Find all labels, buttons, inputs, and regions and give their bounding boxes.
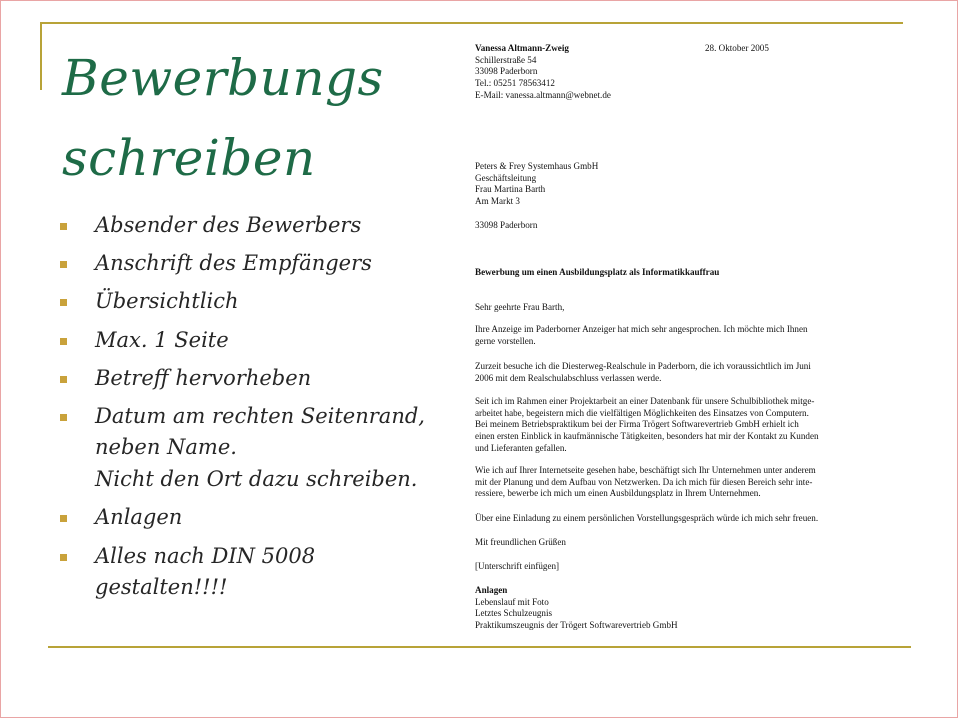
- bullet-item: [58, 248, 448, 279]
- bullet-list: [58, 210, 448, 610]
- bullet-text: Max. 1 Seite: [95, 327, 229, 352]
- letter-paragraph-4: [475, 465, 816, 500]
- bullet-item: [58, 325, 448, 356]
- letter-subject: Bewerbung um einen Ausbildungsplatz als Informatikkauffrau: [475, 267, 720, 277]
- slide-title: [62, 38, 422, 198]
- letter-line: ressiere, bewerbe ich mich um einen Ausbildungsplatz in Ihrem Unternehmen.: [475, 488, 761, 499]
- bullet-text: Datum am rechten Seitenrand, neben Name.: [95, 403, 425, 459]
- recipient-person: Frau Martina Barth: [475, 184, 546, 195]
- letter-line: Bei meinem Betriebspraktikum bei der Firma Trögert Softwarevertrieb GmbH erhielt ich: [475, 419, 799, 430]
- bullet-note: [58, 464, 448, 495]
- letter-line: gerne vorstellen.: [475, 335, 536, 346]
- square-bullet-icon: [60, 414, 67, 421]
- square-bullet-icon: [60, 376, 67, 383]
- slide-title-line-2: schreiben: [62, 129, 316, 187]
- square-bullet-icon: [60, 554, 67, 561]
- letter-paragraph-5: Über eine Einladung zu einem persönlichen Vorstellungsgespräch würde ich mich sehr freuen.: [475, 513, 819, 523]
- top-divider: [40, 22, 903, 24]
- slide-title-line-1: Bewerbungs: [62, 49, 384, 107]
- letter-line: und Lieferanten gefallen.: [475, 442, 567, 453]
- square-bullet-icon: [60, 338, 67, 345]
- letter-paragraph-3: [475, 396, 819, 455]
- letter-line: einen ersten Einblick in kaufmännische Tätigkeiten, besonders hat mir der Kontakt zu Kunden: [475, 431, 819, 442]
- recipient-department: Geschäftsleitung: [475, 172, 537, 183]
- letter-line: Wie ich auf Ihrer Internetseite gesehen habe, beschäftigt sich Ihr Unternehmen unter anderem: [475, 465, 816, 475]
- bullet-item: [58, 401, 448, 463]
- bottom-divider: [48, 646, 911, 648]
- sender-email: E-Mail: vanessa.altmann@webnet.de: [475, 89, 611, 100]
- attachment-item: Praktikumszeugnis der Trögert Softwarevertrieb GmbH: [475, 620, 678, 631]
- letter-line: Ihre Anzeige im Paderborner Anzeiger hat mich sehr angesprochen. Ich möchte mich Ihnen: [475, 324, 808, 334]
- bullet-text: Anlagen: [95, 505, 183, 530]
- letter-salutation: Sehr geehrte Frau Barth,: [475, 302, 565, 312]
- left-divider: [40, 22, 42, 90]
- sender-block: [475, 43, 611, 102]
- sender-phone: Tel.: 05251 78563412: [475, 78, 555, 89]
- square-bullet-icon: [60, 223, 67, 230]
- attachments-block: [475, 585, 678, 632]
- bullet-text: Anschrift des Empfängers: [95, 251, 372, 276]
- attachment-item: Letztes Schulzeugnis: [475, 608, 553, 619]
- attachments-title: Anlagen: [475, 585, 508, 595]
- attachment-item: Lebenslauf mit Foto: [475, 596, 549, 607]
- letter-line: arbeitet habe, begeistern mich die vielfältigen Möglichkeiten des Einsatzes von Computern.: [475, 407, 809, 418]
- letter-date: 28. Oktober 2005: [705, 43, 769, 53]
- sender-city: 33098 Paderborn: [475, 66, 538, 77]
- bullet-item: [58, 286, 448, 317]
- letter-paragraph-1: [475, 324, 808, 347]
- letter-line: Zurzeit besuche ich die Diesterweg-Realschule in Paderborn, die ich voraussichtlich im Juni: [475, 361, 811, 371]
- bullet-text: Betreff hervorheben: [95, 365, 312, 390]
- recipient-block: [475, 161, 598, 208]
- sender-name: Vanessa Altmann-Zweig: [475, 43, 569, 53]
- bullet-item: [58, 541, 448, 603]
- square-bullet-icon: [60, 261, 67, 268]
- letter-line: Seit ich im Rahmen einer Projektarbeit an einer Datenbank für unsere Schulbibliothek mitge-: [475, 396, 815, 406]
- recipient-street: Am Markt 3: [475, 196, 520, 207]
- letter-line: 2006 mit dem Realschulabschluss verlassen werde.: [475, 372, 662, 383]
- bullet-item: [58, 363, 448, 394]
- bullet-item: [58, 210, 448, 241]
- bullet-note-text: Nicht den Ort dazu schreiben.: [95, 467, 418, 492]
- sender-street: Schillerstraße 54: [475, 54, 537, 65]
- bullet-text: Übersichtlich: [95, 289, 239, 314]
- letter-signature: [Unterschrift einfügen]: [475, 561, 560, 571]
- square-bullet-icon: [60, 299, 67, 306]
- letter-closing: Mit freundlichen Grüßen: [475, 537, 566, 547]
- letter-line: mit der Planung und dem Aufbau von Netzwerken. Da ich mich für diesen Bereich sehr inte-: [475, 476, 813, 487]
- bullet-item: [58, 502, 448, 533]
- letter-paragraph-2: [475, 361, 811, 384]
- recipient-city: 33098 Paderborn: [475, 220, 538, 230]
- square-bullet-icon: [60, 515, 67, 522]
- bullet-text: Alles nach DIN 5008 gestalten!!!!: [95, 543, 316, 599]
- bullet-text: Absender des Bewerbers: [95, 213, 362, 237]
- recipient-company: Peters & Frey Systemhaus GmbH: [475, 161, 599, 171]
